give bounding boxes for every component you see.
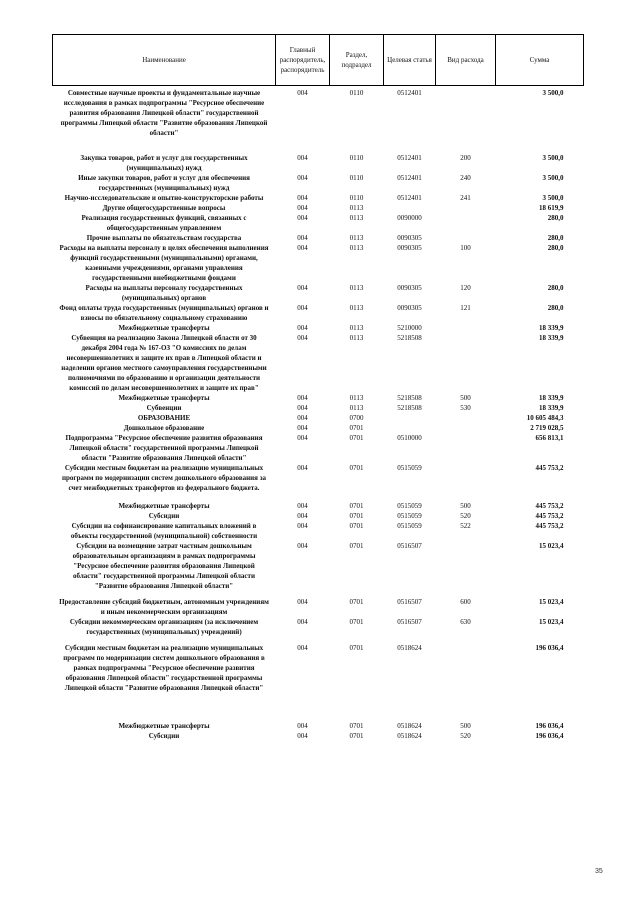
row-expense <box>436 203 496 213</box>
header-admin: Главный распорядитель, распорядитель <box>276 35 330 86</box>
row-name: Научно-исследовательские и опытно-конструкторские работы <box>64 194 264 202</box>
row-target <box>384 413 436 423</box>
row-admin: 004 <box>297 732 308 740</box>
row-admin: 004 <box>297 324 308 332</box>
row-section: 0113 <box>349 214 364 222</box>
table-row <box>53 203 584 213</box>
row-name: Предоставление субсидий бюджетным, автономным учреждениям и иным некоммерческим организациям <box>59 598 269 616</box>
page-number: 35 <box>595 868 603 875</box>
table-row <box>53 501 584 511</box>
row-expense <box>436 541 496 597</box>
row-expense <box>436 433 496 463</box>
row-sum: 3 500,0 <box>542 174 564 182</box>
row-sum: 196 036,4 <box>535 732 564 740</box>
table-row <box>53 233 584 243</box>
row-admin: 004 <box>297 644 308 652</box>
row-target: 0512401 <box>397 194 422 202</box>
row-section: 0113 <box>349 324 364 332</box>
row-target: 0518624 <box>397 644 422 652</box>
row-admin: 004 <box>297 618 308 626</box>
table-row <box>53 511 584 521</box>
row-name: Прочие выплаты по обязательствам государства <box>86 234 242 242</box>
table-row <box>53 323 584 333</box>
row-name: Субсидии на возмещение затрат частным дошкольным образовательным организациям в рамках подпрограммы "Ресурсное обеспечение развития образования Липецкой области" государственной программы Липецкой области "Развитие образования Липецкой области" <box>72 542 256 590</box>
row-section: 0701 <box>349 618 364 626</box>
row-admin: 004 <box>297 404 308 412</box>
row-expense <box>436 463 496 501</box>
row-sum: 2 719 028,5 <box>530 424 564 432</box>
row-admin: 004 <box>297 394 308 402</box>
row-section: 0701 <box>349 722 364 730</box>
table-row <box>53 303 584 323</box>
row-admin: 004 <box>297 414 308 422</box>
row-section: 0701 <box>349 424 364 432</box>
row-expense: 522 <box>460 522 471 530</box>
row-section: 0701 <box>349 542 364 550</box>
row-admin: 004 <box>297 214 308 222</box>
row-target: 5218508 <box>397 394 422 402</box>
header-name: Наименование <box>53 35 276 86</box>
row-target: 5218508 <box>397 334 422 342</box>
row-sum: 15 023,4 <box>539 598 564 606</box>
row-name: Совместные научные проекты и фундаментальные научные исследования в рамках подпрограммы "Ресурсное обеспечение развития образования Липецкой области" государственной программы Липецкой области "Развитие образования Липецкой области" <box>60 89 268 137</box>
header-sum: Сумма <box>496 35 584 86</box>
row-admin: 004 <box>297 722 308 730</box>
row-sum: 18 619,9 <box>539 204 564 212</box>
row-expense <box>436 86 496 150</box>
row-target: 0090305 <box>397 244 422 252</box>
table-row <box>53 86 584 150</box>
row-name: Расходы на выплаты персоналу в целях обеспечения выполнения функций государственными (муниципальными) органами, казенными учреждениями, органами управления государственными внебюджетными фондами <box>59 244 269 282</box>
row-target: 0090000 <box>397 214 422 222</box>
header-expense: Вид расхода <box>436 35 496 86</box>
row-expense <box>436 333 496 393</box>
row-expense <box>436 323 496 333</box>
row-expense: 500 <box>460 394 471 402</box>
table-row <box>53 243 584 283</box>
row-admin: 004 <box>297 424 308 432</box>
budget-table-container <box>52 34 583 741</box>
row-name: Межбюджетные трансферты <box>118 394 210 402</box>
row-section: 0701 <box>349 502 364 510</box>
budget-table <box>52 34 584 741</box>
row-section: 0701 <box>349 464 364 472</box>
row-target: 0090305 <box>397 284 422 292</box>
table-row <box>53 541 584 597</box>
table-row <box>53 423 584 433</box>
row-expense: 100 <box>460 244 471 252</box>
row-name: Межбюджетные трансферты <box>118 502 210 510</box>
row-section: 0113 <box>349 284 364 292</box>
row-section: 0701 <box>349 434 364 442</box>
row-sum: 280,0 <box>547 244 564 252</box>
row-admin: 004 <box>297 194 308 202</box>
table-row <box>53 193 584 203</box>
row-sum: 280,0 <box>547 214 564 222</box>
row-name: Субвенция на реализацию Закона Липецкой области от 30 декабря 2004 года № 167-ОЗ "О комиссиях по делам несовершеннолетних и защите их прав в Липецкой области и наделении органов местного самоуправления государственными полномочиями по образованию и организации деятельности комиссий по делам несовершеннолетних и защите их прав" <box>61 334 267 392</box>
row-admin: 004 <box>297 598 308 606</box>
table-body <box>53 86 584 742</box>
row-admin: 004 <box>297 204 308 212</box>
row-section: 0113 <box>349 334 364 342</box>
row-sum: 15 023,4 <box>539 542 564 550</box>
header-section: Раздел, подраздел <box>330 35 384 86</box>
row-section: 0113 <box>349 244 364 252</box>
row-section: 0110 <box>349 194 364 202</box>
table-row <box>53 403 584 413</box>
row-sum: 196 036,4 <box>535 722 564 730</box>
row-expense: 530 <box>460 404 471 412</box>
row-name: Реализация государственных функций, связанных с общегосударственным управлением <box>81 214 247 232</box>
row-name: Субсидии на софинансирование капитальных вложений в объекты государственной (муниципальной) собственности <box>70 522 258 540</box>
row-target: 0510000 <box>397 434 422 442</box>
row-name: Дошкольное образование <box>123 424 205 432</box>
row-admin: 004 <box>297 174 308 182</box>
row-sum: 18 339,9 <box>539 334 564 342</box>
table-row <box>53 521 584 541</box>
row-name: ОБРАЗОВАНИЕ <box>137 414 191 422</box>
row-name: Субсидии <box>148 512 180 520</box>
row-admin: 004 <box>297 284 308 292</box>
row-target: 0515059 <box>397 464 422 472</box>
row-sum: 445 753,2 <box>535 502 564 510</box>
row-expense <box>436 233 496 243</box>
row-sum: 280,0 <box>547 304 564 312</box>
row-target: 0516507 <box>397 542 422 550</box>
row-sum: 18 339,9 <box>539 394 564 402</box>
row-name: Иные закупки товаров, работ и услуг для обеспечения государственных (муниципальных) нужд <box>78 174 250 192</box>
row-target: 0515059 <box>397 512 422 520</box>
row-sum: 10 605 484,3 <box>526 414 564 422</box>
row-admin: 004 <box>297 464 308 472</box>
row-expense: 120 <box>460 284 471 292</box>
header-target: Целевая статья <box>384 35 436 86</box>
row-admin: 004 <box>297 234 308 242</box>
row-sum: 445 753,2 <box>535 464 564 472</box>
row-expense <box>436 637 496 705</box>
row-section: 0701 <box>349 598 364 606</box>
row-expense: 121 <box>460 304 471 312</box>
row-section: 0700 <box>349 414 364 422</box>
row-name: Межбюджетные трансферты <box>118 324 210 332</box>
row-section: 0110 <box>349 174 364 182</box>
row-name: Расходы на выплаты персоналу государственных (муниципальных) органов <box>85 284 243 302</box>
row-name: Подпрограмма "Ресурсное обеспечение развития образования Липецкой области" государственной программы Липецкой области "Развитие образования Липецкой области" <box>65 434 263 462</box>
row-expense: 600 <box>460 598 471 606</box>
row-target <box>384 203 436 213</box>
row-admin: 004 <box>297 512 308 520</box>
table-row <box>53 173 584 193</box>
row-name: Субсидии некоммерческим организациям (за исключением государственных (муниципальных) учреждений) <box>69 618 259 636</box>
row-name: Субсидии местным бюджетам на реализацию муниципальных программ по модернизации систем дошкольного образования за счет межбюджетных трансфертов из федерального бюджета. <box>61 464 267 492</box>
row-sum: 18 339,9 <box>539 404 564 412</box>
row-section: 0701 <box>349 522 364 530</box>
row-sum: 15 023,4 <box>539 618 564 626</box>
row-sum: 3 500,0 <box>542 154 564 162</box>
row-target: 0518624 <box>397 732 422 740</box>
row-sum: 3 500,0 <box>542 89 564 97</box>
row-expense <box>436 213 496 233</box>
row-name: Другие общегосударственные вопросы <box>102 204 226 212</box>
row-expense: 500 <box>460 502 471 510</box>
row-section: 0701 <box>349 644 364 652</box>
row-section: 0113 <box>349 204 364 212</box>
table-row <box>53 705 584 731</box>
row-expense: 240 <box>460 174 471 182</box>
row-target: 0518624 <box>397 722 422 730</box>
row-section: 0110 <box>349 154 364 162</box>
row-expense: 241 <box>460 194 471 202</box>
row-expense: 520 <box>460 512 471 520</box>
row-target: 5210000 <box>397 324 422 332</box>
row-sum: 656 813,1 <box>535 434 564 442</box>
row-section: 0113 <box>349 394 364 402</box>
table-row <box>53 413 584 423</box>
row-name: Субвенции <box>146 404 182 412</box>
table-header <box>53 35 584 86</box>
row-target: 0515059 <box>397 502 422 510</box>
row-target: 0516507 <box>397 618 422 626</box>
row-target: 0512401 <box>397 89 422 97</box>
row-sum: 3 500,0 <box>542 194 564 202</box>
row-name: Закупка товаров, работ и услуг для государственных (муниципальных) нужд <box>80 154 248 172</box>
table-row <box>53 149 584 173</box>
row-expense: 630 <box>460 618 471 626</box>
row-admin: 004 <box>297 304 308 312</box>
row-target: 0090305 <box>397 304 422 312</box>
row-target: 0516507 <box>397 598 422 606</box>
row-target: 0512401 <box>397 154 422 162</box>
row-admin: 004 <box>297 502 308 510</box>
row-admin: 004 <box>297 522 308 530</box>
table-row <box>53 433 584 463</box>
row-expense <box>436 423 496 433</box>
row-admin: 004 <box>297 89 308 97</box>
table-row <box>53 393 584 403</box>
row-expense <box>436 413 496 423</box>
table-row <box>53 617 584 637</box>
row-target: 5218508 <box>397 404 422 412</box>
row-sum: 445 753,2 <box>535 522 564 530</box>
row-expense: 200 <box>460 154 471 162</box>
table-row <box>53 463 584 501</box>
row-section: 0701 <box>349 732 364 740</box>
row-expense: 520 <box>460 732 471 740</box>
row-admin: 004 <box>297 542 308 550</box>
row-admin: 004 <box>297 334 308 342</box>
row-target <box>384 423 436 433</box>
table-row <box>53 333 584 393</box>
row-sum: 445 753,2 <box>535 512 564 520</box>
row-sum: 18 339,9 <box>539 324 564 332</box>
row-sum: 280,0 <box>547 284 564 292</box>
row-name: Межбюджетные трансферты <box>118 722 210 730</box>
row-admin: 004 <box>297 434 308 442</box>
row-sum: 196 036,4 <box>535 644 564 652</box>
row-target: 0090305 <box>397 234 422 242</box>
row-name: Субсидии местным бюджетам на реализацию муниципальных программ по модернизации систем дошкольного образования в рамках подпрограммы "Ресурсное обеспечение развития образования Липецкой области" государственной программы Липецкой области "Развитие образования Липецкой области" <box>63 644 265 692</box>
row-target: 0512401 <box>397 174 422 182</box>
row-expense: 500 <box>460 722 471 730</box>
row-name: Субсидии <box>148 732 180 740</box>
row-section: 0701 <box>349 512 364 520</box>
table-row <box>53 637 584 705</box>
row-section: 0110 <box>349 89 364 97</box>
table-row <box>53 213 584 233</box>
table-row <box>53 731 584 741</box>
row-admin: 004 <box>297 154 308 162</box>
row-section: 0113 <box>349 404 364 412</box>
row-section: 0113 <box>349 304 364 312</box>
table-row <box>53 597 584 617</box>
row-section: 0113 <box>349 234 364 242</box>
row-sum: 280,0 <box>547 234 564 242</box>
row-admin: 004 <box>297 244 308 252</box>
table-row <box>53 283 584 303</box>
row-target: 0515059 <box>397 522 422 530</box>
row-name: Фонд оплаты труда государственных (муниципальных) органов и взносы по обязательному социальному страхованию <box>59 304 269 322</box>
